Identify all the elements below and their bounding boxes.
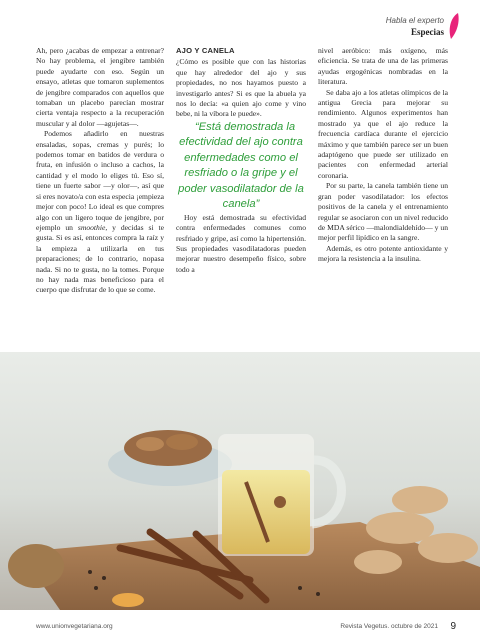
- header-section-title: Especias: [410, 27, 444, 37]
- page-header: [386, 16, 444, 37]
- paragraph: ¿Cómo es posible que con las historias que hay alrededor del ajo y sus propiedades, no nos hayamos puesto a investigarlo antes? Si es que la abuela ya nos lo decía: «a quien ajo come y vino bebe, ni la víbora le puede».: [176, 57, 306, 119]
- column-2: [176, 46, 306, 275]
- paragraph: Además, es otro potente antioxidante y mejora la resistencia a la insulina.: [318, 243, 448, 264]
- header-kicker: Habla el experto: [385, 16, 444, 25]
- paragraph: Hoy está demostrada su efectividad contra enfermedades comunes como resfriado y gripe, así como la hipertensión. Sus propiedades vasodilatadoras pueden mejorar nuestro desempeño físico, sobre todo a: [176, 212, 306, 274]
- tea-photo: [0, 352, 480, 610]
- paragraph: Ah, pero ¿acabas de empezar a entrenar? No hay problema, el jengibre también puede ayudarte con eso. Según un ensayo, atletas que tomaron suplementos de jengibre comparados con aquellos que tomaban un placebo parecían mostrar cierta ventaja respecto a la recuperación muscular y al dolor —agujetas—.: [36, 46, 164, 128]
- footer-issue: Revista Vegetus. octubre de 2021: [340, 623, 438, 630]
- paragraph: nivel aeróbico: más oxígeno, más eficiencia. Se trata de una de las primeras ayudas ergogénicas nombradas en la literatura.: [318, 46, 448, 87]
- column-3: [318, 46, 448, 265]
- paragraph: Por su parte, la canela también tiene un gran poder vasodilatador: los efectos positivos de la canela y el entrenamiento regular se asociaron con un nivel reducido de MDA sérico —malondialdehído— y un mejor perfil lipídico en la sangre.: [318, 181, 448, 243]
- pull-quote: “Está demostrada la efectividad del ajo contra enfermedades como el resfriado o la gripe y el poder vasodilatador de la canela”: [178, 120, 304, 211]
- leaf-icon: [448, 12, 460, 40]
- paragraph: Podemos añadirlo en nuestras ensaladas, sopas, cremas y purés; lo podemos tomar en batidos de verdura o fruta, en infusión o incluso a cachos, la cantidad y el modo lo eliges tú. Eso sí, tiene un fuerte sabor —y olor—, así que si eres novato/a con esta especia ¡empieza mejor con poco! Lo ideal es que compres algo con un ligero toque de jengibre, por ejemplo un smoothie, y decidas si te gusta. Si es así, entonces compra la raíz y la empieza a utilizarla en tus preparaciones; de lo contrario, nopasa nada. Si no te gusta, no la tomes. Porque no hay nada mas beneficioso para el cuerpo que disfrutar de lo que se come.: [36, 129, 164, 295]
- page-number: 9: [450, 621, 456, 632]
- column-1: [36, 46, 164, 296]
- subheading-ajo-y-canela: AJO Y CANELA: [176, 46, 235, 55]
- paragraph: Se daba ajo a los atletas olímpicos de la antigua Grecia para mejorar su rendimiento. Algunos experimentos han mostrado ya que el ajo reduce la frecuencia cardíaca durante el ejercicio máximo y que también parece ser un buen adaptógeno que puede ser utilizado en pacientes con enfermedad arterial coronaria.: [318, 87, 448, 180]
- tea-photo-illustration: [0, 352, 480, 610]
- footer-url: www.unionvegetariana.org: [36, 623, 113, 630]
